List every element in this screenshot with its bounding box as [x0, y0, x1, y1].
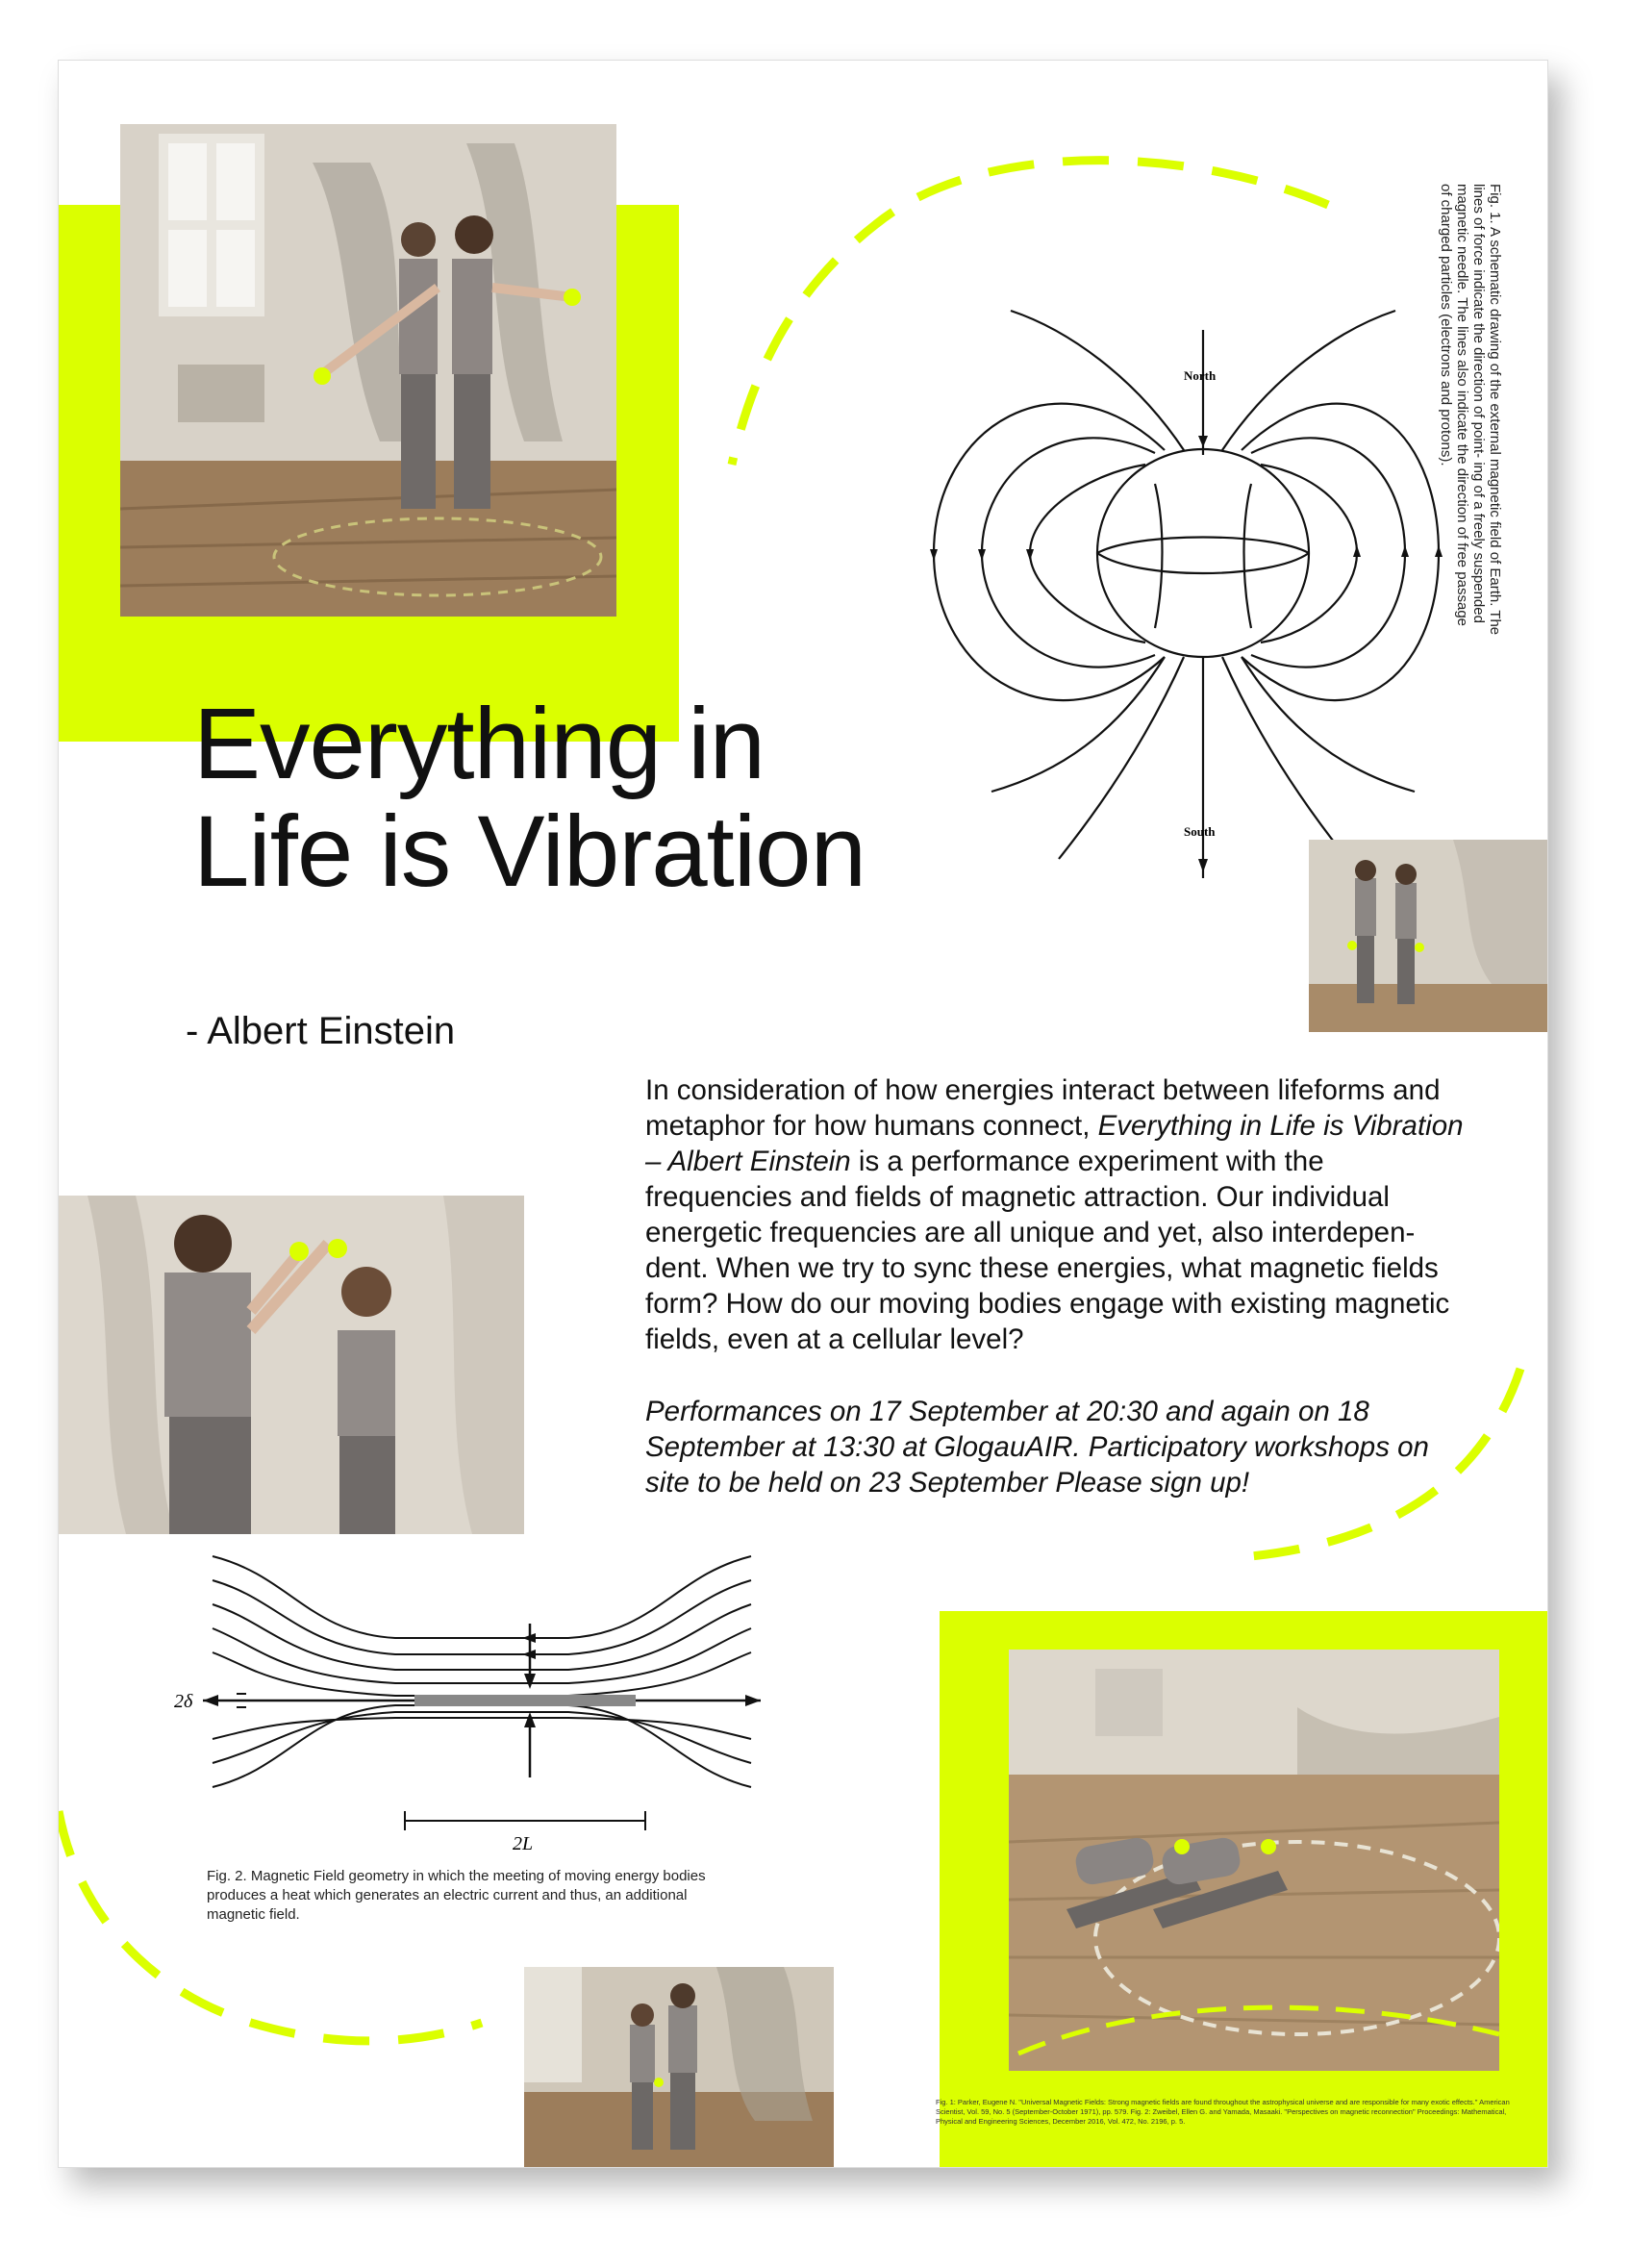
figure1-caption: Fig. 1. A schematic drawing of the external magnetic field of Earth. The lines of force indicate the direction of point- ing of a freely suspended magnetic needle. The lines also indicate the direction of free passage of charged particles (electrons and protons).: [1438, 184, 1503, 636]
description-paragraph: [645, 1072, 1472, 1357]
photo-dancers-walking: [524, 1967, 834, 2167]
author-attribution: - Albert Einstein: [186, 1010, 456, 1052]
page-title: [193, 688, 1155, 908]
description-intro: In consideration of how energies interact between lifeforms and metaphor for how humans connect,: [645, 1074, 1441, 1142]
references: Fig. 1: Parker, Eugene N. "Universal Magnetic Fields: Strong magnetic fields are found throughout the astrophysical universe and are responsible for many exotic effects." American Scientist, Vol. 59, No. 5 (September-October 1971), pp. 579. Fig. 2: Zweibel, Ellen G. and Yamada, Masaaki. "Perspectives on magnetic reconnection" Proceedings: Mathematical, Physical and Engineering Sciences, December 2016, Vol. 472, No. 2196, p. 5.: [936, 2098, 1510, 2126]
description-rest: is a performance experiment with the frequencies and fields of magnetic attraction. Our individual energetic frequencies are all unique and yet, also interdepen- dent. When we try to sync these energies, what magnetic fields form? How do our moving bodies engage with existing magnetic fields, even at a cellular level?: [645, 1146, 1450, 1355]
figure1-label-south: South: [1184, 824, 1216, 839]
photo-dancers-hands-together: [59, 1196, 524, 1534]
title-line-1: Everything in: [193, 688, 765, 800]
figure1-label-north: North: [1184, 368, 1217, 383]
title-line-2: Life is Vibration: [193, 795, 866, 908]
figure2-label-delta: 2δ: [174, 1691, 193, 1712]
figure2-caption: Fig. 2. Magnetic Field geometry in which the meeting of moving energy bodies produces a heat which generates an electric current and thus, an additional magnetic field.: [207, 1868, 706, 1923]
description-work-title: Everything in Life is Vibration – Albert Einstein: [645, 1110, 1464, 1177]
performance-dates: Performances on 17 September at 20:30 and again on 18 September at 13:30 at GlogauAIR. Participatory workshops on site to be held on 23 September Please sign up!: [645, 1396, 1429, 1499]
poster: [58, 60, 1548, 2168]
photo-dancers-arms-outstretched: [120, 124, 616, 617]
figure2-label-length: 2L: [513, 1833, 534, 1854]
photo-dancers-lying-on-floor: [1009, 1650, 1499, 2071]
figure-magnetic-reconnection: [164, 1547, 780, 1864]
photo-dancers-standing: [1309, 840, 1547, 1032]
